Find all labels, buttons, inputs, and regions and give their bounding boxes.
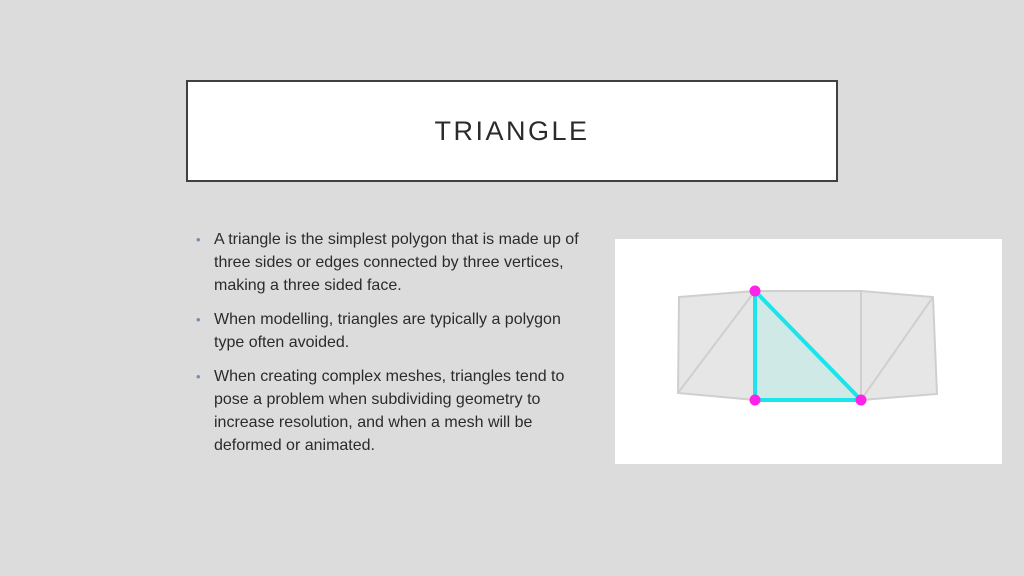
vertex-bottom-right <box>856 395 867 406</box>
bullet-list <box>194 228 594 468</box>
vertex-top <box>750 286 761 297</box>
bullet-icon: • <box>196 369 201 384</box>
bullet-item <box>194 228 594 297</box>
triangle-mesh-figure <box>615 239 1002 464</box>
bullet-icon: • <box>196 312 201 327</box>
title-box <box>186 80 838 182</box>
bullet-text: When creating complex meshes, triangles tend to pose a problem when subdividing geometry to increase resolution, and when a mesh will be deformed or animated. <box>214 368 565 454</box>
triangle-mesh-diagram-icon <box>615 239 1002 464</box>
bullet-item <box>194 365 594 457</box>
bullet-text: When modelling, triangles are typically a polygon type often avoided. <box>214 311 561 351</box>
bullet-icon: • <box>196 232 201 247</box>
bullet-text: A triangle is the simplest polygon that is made up of three sides or edges connected by three vertices, making a three sided face. <box>214 231 579 294</box>
bullet-item <box>194 308 594 354</box>
vertex-bottom-left <box>750 395 761 406</box>
slide-title: TRIANGLE <box>434 115 590 146</box>
